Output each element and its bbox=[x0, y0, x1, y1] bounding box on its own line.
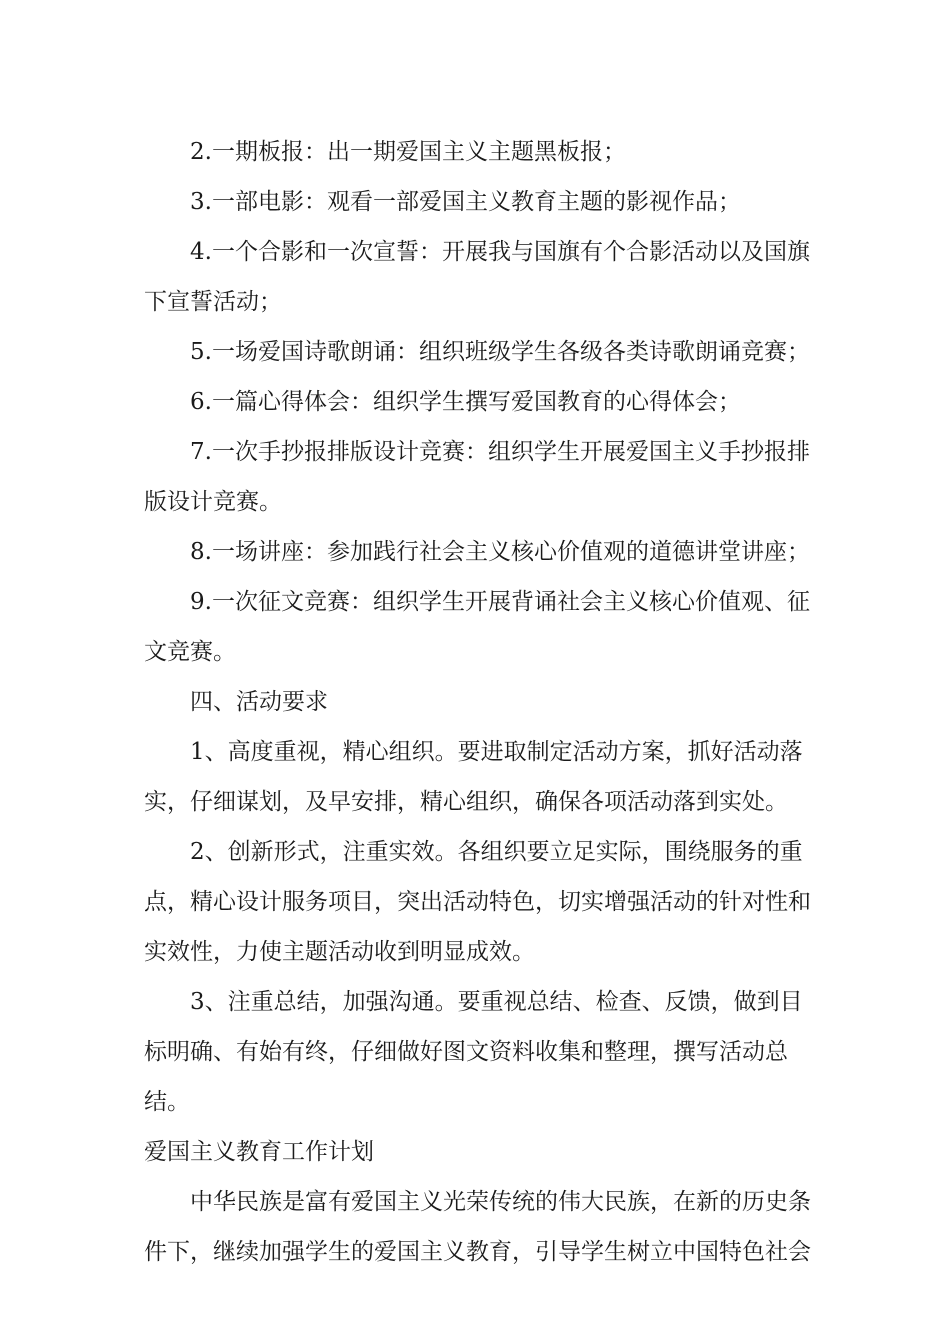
list-item-poetry: 5.一场爱国诗歌朗诵：组织班级学生各级各类诗歌朗诵竞赛； bbox=[190, 339, 810, 365]
list-item-photo-oath: 4.一个合影和一次宣誓：开展我与国旗有个合影活动以及国旗下宣誓活动； bbox=[144, 239, 810, 315]
list-item-reflection: 6.一篇心得体会：组织学生撰写爱国教育的心得体会； bbox=[190, 389, 741, 415]
list-item-handwritten-paper: 7.一次手抄报排版设计竞赛：组织学生开展爱国主义手抄报排版设计竞赛。 bbox=[144, 439, 810, 515]
requirement-paragraph-1: 1、高度重视，精心组织。要进取制定活动方案，抓好活动落实，仔细谋划，及早安排，精心组织，确保各项活动落到实处。 bbox=[144, 739, 803, 815]
intro-paragraph: 中华民族是富有爱国主义光荣传统的伟大民族，在新的历史条件下，继续加强学生的爱国主义教育，引导学生树立中国特色社会 bbox=[144, 1189, 811, 1265]
list-item-movie: 3.一部电影：观看一部爱国主义教育主题的影视作品； bbox=[190, 189, 741, 215]
list-item-blackboard: 2.一期板报：出一期爱国主义主题黑板报； bbox=[190, 139, 626, 165]
document-body bbox=[144, 127, 816, 1277]
requirement-paragraph-3: 3、注重总结，加强沟通。要重视总结、检查、反馈，做到目标明确、有始有终，仔细做好图文资料收集和整理，撰写活动总结。 bbox=[144, 989, 803, 1115]
requirement-paragraph-2: 2、创新形式，注重实效。各组织要立足实际，围绕服务的重点，精心设计服务项目，突出活动特色，切实增强活动的针对性和实效性，力使主题活动收到明显成效。 bbox=[144, 839, 811, 965]
list-item-lecture: 8.一场讲座：参加践行社会主义核心价值观的道德讲堂讲座； bbox=[190, 539, 810, 565]
section-heading-requirements: 四、活动要求 bbox=[190, 689, 328, 715]
list-item-essay: 9.一次征文竞赛：组织学生开展背诵社会主义核心价值观、征文竞赛。 bbox=[144, 589, 810, 665]
document-title: 爱国主义教育工作计划 bbox=[144, 1139, 374, 1165]
